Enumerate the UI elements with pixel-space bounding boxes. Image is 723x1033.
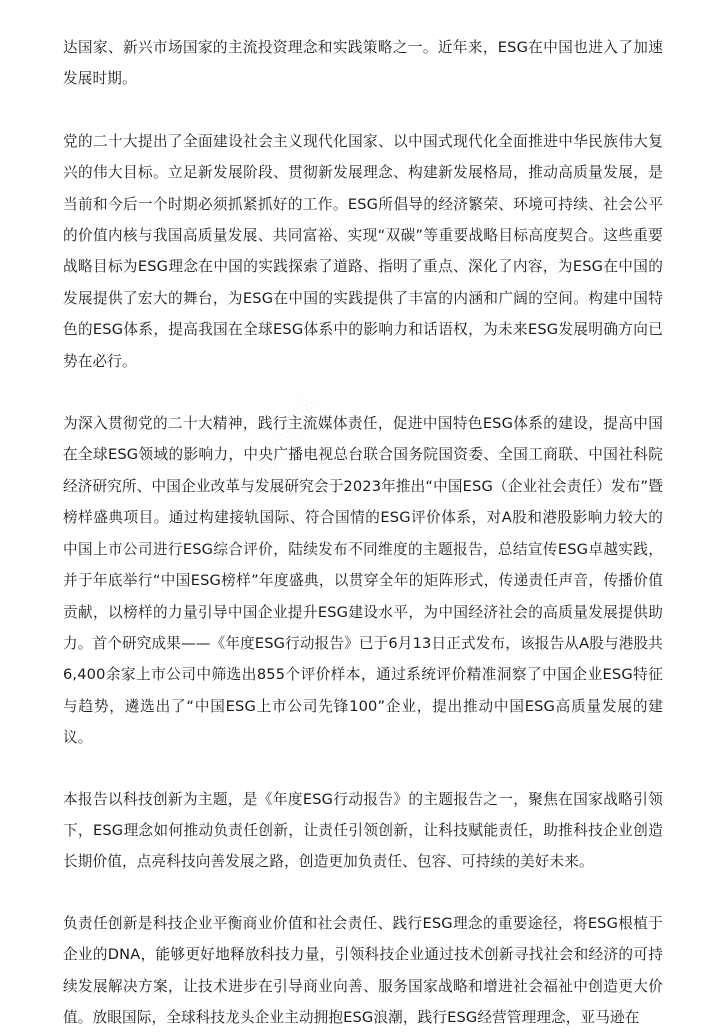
- paragraph-responsible-innovation: 负责任创新是科技企业平衡商业价值和社会责任、践行ESG理念的重要途径，将ESG根植于企业的DNA，能够更好地释放科技力量，引领科技企业通过技术创新寻找社会和经济的可持续发展解决方案，让技术进步在引导商业向善、服务国家战略和增进社会福祉中创造更大价值。放眼国际，全球科技龙头企业主动拥抱ESG浪潮，践行ESG经营管理理念，亚马逊在: [63, 914, 663, 1026]
- watermark: ░░░░░░: [250, 391, 320, 483]
- paragraph-twentieth-congress-goals: 党的二十大提出了全面建设社会主义现代化国家、以中国式现代化全面推进中华民族伟大复兴的伟大目标。立足新发展阶段、贯彻新发展理念、构建新发展格局，推动高质量发展，是当前和今后一个时期必须抓紧抓好的工作。ESG所倡导的经济繁荣、环境可持续、社会公平的价值内核与我国高质量发展、共同富裕、实现“双碳”等重要战略目标高度契合。这些重要战略目标为ESG理念在中国的实践探索了道路、指明了重点、深化了内容，为ESG在中国的发展提供了宏大的舞台，为ESG在中国的实践提供了丰富的内涵和广阔的空间。构建中国特色的ESG体系，提高我国在全球ESG体系中的影响力和话语权，为未来ESG发展明确方向已势在必行。: [63, 132, 663, 370]
- paragraph-report-theme: 本报告以科技创新为主题，是《年度ESG行动报告》的主题报告之一，聚焦在国家战略引领下，ESG理念如何推动负责任创新，让责任引领创新，让科技赋能责任，助推科技企业创造长期价值，点亮科技向善发展之路，创造更加负责任、包容、可持续的美好未来。: [63, 790, 663, 871]
- paragraph-esg-intro-continued: 达国家、新兴市场国家的主流投资理念和实践策略之一。近年来，ESG在中国也进入了加速发展时期。: [63, 39, 663, 88]
- paragraph-cctv-esg-initiative: 为深入贯彻党的二十大精神，践行主流媒体责任，促进中国特色ESG体系的建设，提高中国在全球ESG领域的影响力，中央广播电视总台联合国务院国资委、全国工商联、中国社科院经济研究所、中国企业改革与发展研究会于2023年推出“中国ESG（企业社会责任）发布”暨榜样盛典项目。通过构建接轨国际、符合国情的ESG评价体系，对A股和港股影响力较大的中国上市公司进行ESG综合评价，陆续发布不同维度的主题报告，总结宣传ESG卓越实践，并于年底举行“中国ESG榜样”年度盛典，以贯穿全年的矩阵形式，传递责任声音，传播价值贡献，以榜样的力量引导中国企业提升ESG建设水平，为中国经济社会的高质量发展提供助力。首个研究成果——《年度ESG行动报告》已于6月13日正式发布，该报告从A股与港股共6,400余家上市公司中筛选出855个评价样本，通过系统评价精准洞察了中国企业ESG特征与趋势，遴选出了“中国ESG上市公司先锋100”企业，提出推动中国ESG高质量发展的建议。: [63, 415, 663, 747]
- document-page: [63, 0, 663, 1033]
